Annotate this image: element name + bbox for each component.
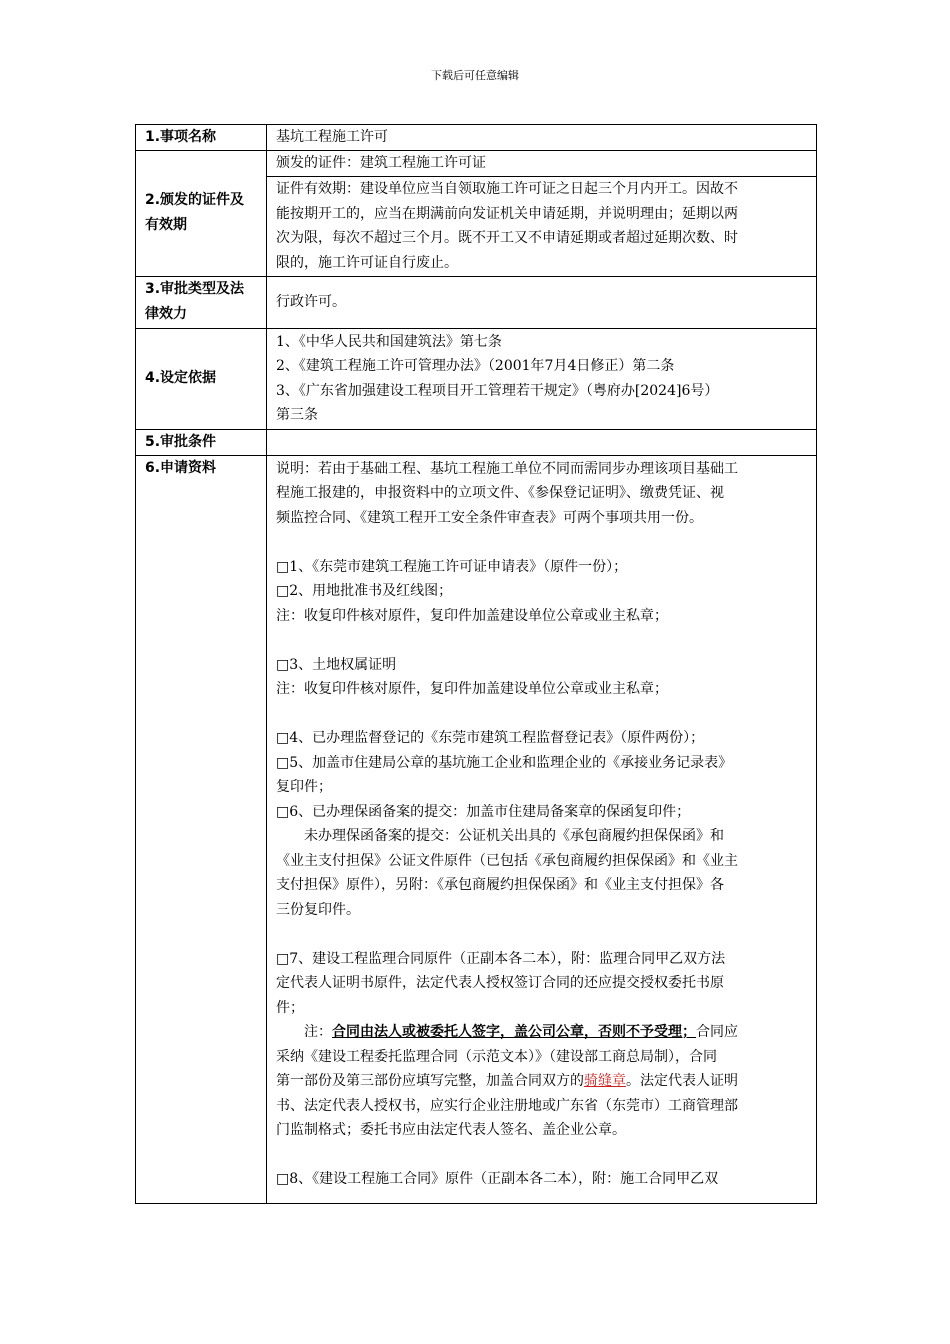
material-item-7-cont: [276, 1069, 806, 1094]
basis-line: 1、《中华人民共和国建筑法》第七条: [276, 333, 502, 350]
note-rest: 合同应: [696, 1024, 738, 1040]
row-legal-basis: [136, 328, 817, 429]
material-item-2: □2、用地批准书及红线图；: [276, 583, 453, 599]
row-conditions: [136, 429, 817, 455]
material-item-5-cont: 复印件；: [276, 779, 332, 795]
validity-line: 次为限，每次不超过三个月。既不开工又不申请延期或者超过延期次数、时: [276, 230, 738, 246]
label-approval-type: [136, 276, 267, 328]
row-item-name: [136, 125, 817, 151]
value-conditions: [267, 429, 817, 455]
label-certificate-line1: 2.颁发的证件及: [145, 192, 245, 209]
basis-line: 2、《建筑工程施工许可管理办法》（2001年7月4日修正）第二条: [276, 358, 675, 374]
intro-line: 说明：若由于基础工程、基坑工程施工单位不同而需同步办理该项目基础工: [276, 460, 738, 477]
material-item-6-cont: 三份复印件。: [276, 901, 360, 918]
material-item-7-cont: 采纳《建设工程委托监理合同（示范文本）》（建设部工商总局制），合同: [276, 1048, 717, 1065]
intro-line: 频监控合同、《建筑工程开工安全条件审查表》可两个事项共用一份。: [276, 509, 703, 526]
material-note: 注：收复印件核对原件，复印件加盖建设单位公章或业主私章；: [276, 681, 668, 697]
material-item-7: □7、建设工程监理合同原件（正副本各二本），附：监理合同甲乙双方法: [276, 950, 726, 967]
material-item-3: □3、土地权属证明: [276, 656, 397, 673]
note-prefix: 注：: [304, 1024, 332, 1040]
material-item-7-cont: 书、法定代表人授权书，应实行企业注册地或广东省（东莞市）工商管理部: [276, 1097, 738, 1114]
header-note: 下载后可任意编辑: [431, 69, 519, 82]
material-item-7-note: [276, 1020, 806, 1045]
label-conditions: 5.审批条件: [136, 429, 267, 455]
note-emphasis: 合同由法人或被委托人签字，盖公司公章，否则不予受理；: [332, 1024, 696, 1040]
intro-line: 程施工报建的，申报资料中的立项文件、《参保登记证明》、缴费凭证、视: [276, 485, 724, 501]
basis-line: 3、《广东省加强建设工程项目开工管理若干规定》（粤府办[2024]6号）: [276, 382, 719, 399]
material-item-6-cont: 《业主支付担保》公证文件原件（已包括《承包商履约担保保函》和《业主: [276, 852, 738, 869]
material-item-1: □1、《东莞市建筑工程施工许可证申请表》（原件一份）；: [276, 558, 628, 575]
value-item-name: 基坑工程施工许可: [267, 125, 817, 151]
label-legal-basis: 4.设定依据: [136, 328, 267, 429]
label-certificate: [136, 151, 267, 277]
value-legal-basis: [267, 328, 817, 429]
validity-line: 能按期开工的，应当在期满前向发证机关申请延期，并说明理由；延期以两: [276, 205, 738, 222]
text-segment: 第一部份及第三部份应填写完整，加盖合同双方的: [276, 1073, 584, 1089]
value-certificate: 颁发的证件：建筑工程施工许可证: [267, 151, 817, 177]
text-segment: 。法定代表人证明: [626, 1073, 738, 1089]
label-approval-type-line2: 律效力: [145, 306, 187, 322]
label-approval-type-line1: 3.审批类型及法: [145, 281, 245, 297]
value-approval-type: 行政许可。: [267, 276, 817, 328]
material-note: 注：收复印件核对原件，复印件加盖建设单位公章或业主私章；: [276, 607, 668, 624]
material-item-6-cont: 未办理保函备案的提交：公证机关出具的《承包商履约担保保函》和: [304, 828, 724, 844]
row-materials: [136, 455, 817, 1203]
row-approval-type: [136, 276, 817, 328]
material-item-7-cont: 件；: [276, 999, 304, 1016]
basis-line: 第三条: [276, 407, 318, 423]
seam-seal-text: 骑缝章: [584, 1073, 626, 1089]
validity-line: 限的，施工许可证自行废止。: [276, 254, 458, 271]
material-item-5: □5、加盖市住建局公章的基坑施工企业和监理企业的《承接业务记录表》: [276, 754, 733, 771]
material-item-6-cont: 支付担保》原件），另附：《承包商履约担保保函》和《业主支付担保》各: [276, 877, 724, 893]
value-materials: [267, 455, 817, 1203]
label-certificate-line2: 有效期: [145, 217, 187, 234]
material-item-8: □8、《建设工程施工合同》原件（正副本各二本），附：施工合同甲乙双: [276, 1171, 719, 1187]
label-materials: 6.申请资料: [136, 455, 267, 1203]
label-item-name: 1.事项名称: [136, 125, 267, 151]
row-certificate: [136, 151, 817, 177]
material-item-6: □6、已办理保函备案的提交：加盖市住建局备案章的保函复印件；: [276, 803, 691, 820]
approval-info-table: [135, 124, 817, 1204]
material-item-7-cont: 门监制格式；委托书应由法定代表人签名、盖企业公章。: [276, 1122, 626, 1138]
material-item-7-cont: 定代表人证明书原件，法定代表人授权签订合同的还应提交授权委托书原: [276, 975, 724, 991]
material-item-4: □4、已办理监督登记的《东莞市建筑工程监督登记表》（原件两份）；: [276, 730, 705, 746]
validity-line: 证件有效期：建设单位应当自领取施工许可证之日起三个月内开工。因故不: [276, 181, 738, 197]
value-validity: [267, 176, 817, 276]
